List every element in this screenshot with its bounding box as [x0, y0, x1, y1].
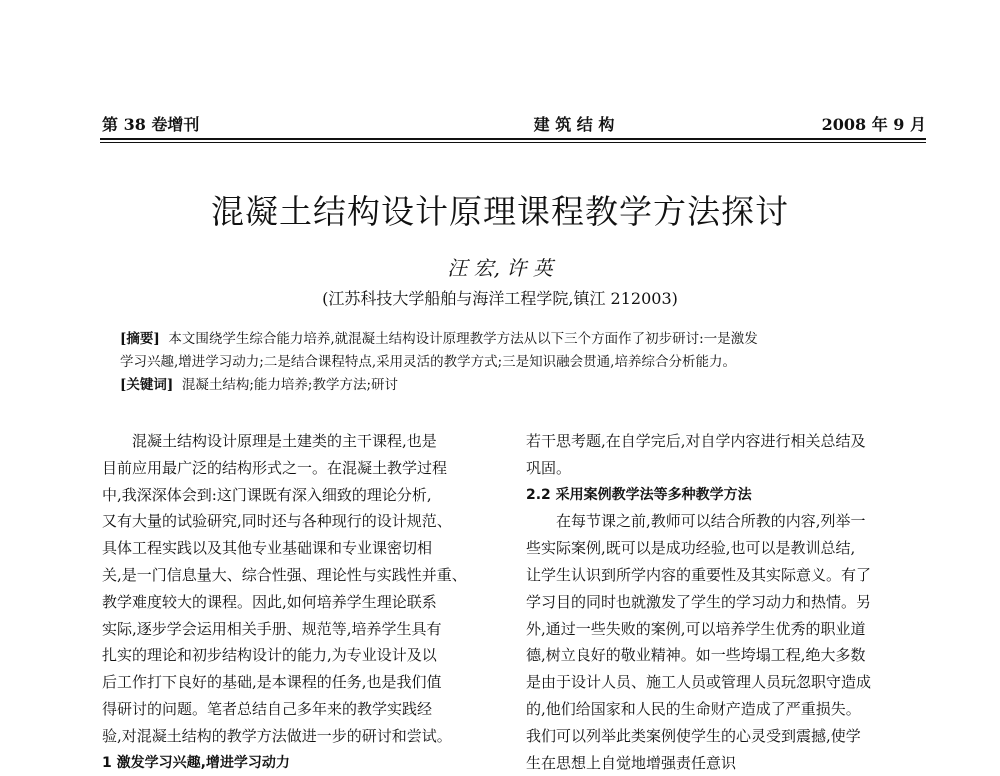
body-line: 学习目的同时也就激发了学生的学习动力和热情。另: [526, 592, 872, 611]
body-line: 在每节课之前,教师可以结合所教的内容,列举一: [556, 512, 866, 531]
section-heading: 2.2 采用案例教学法等多种教学方法: [526, 486, 752, 503]
body-line: 后工作打下良好的基础,是本课程的任务,也是我们值: [102, 673, 442, 692]
section-heading: 1 激发学习兴趣,增进学习动力: [102, 754, 290, 771]
header-rule-thin: [100, 142, 926, 143]
authors: 汪 宏, 许 英: [447, 256, 553, 280]
abstract-line: [120, 328, 910, 351]
body-line: 验,对混凝土结构的教学方法做进一步的研讨和尝试。: [102, 726, 452, 745]
paper-title: 混凝土结构设计原理课程教学方法探讨: [211, 192, 789, 231]
body-line: 混凝土结构设计原理是土建类的主干课程,也是: [132, 432, 437, 450]
body-line: 扎实的理论和初步结构设计的能力,为专业设计及以: [102, 646, 437, 665]
body-line: 的,他们给国家和人民的生命财产造成了严重损失。: [526, 699, 861, 718]
body-line: 目前应用最广泛的结构形式之一。在混凝土教学过程: [102, 458, 448, 477]
abstract-line: 学习兴趣,增进学习动力;二是结合课程特点,采用灵活的教学方式;三是知识融会贯通,培养综合分析能力。: [120, 354, 736, 370]
body-line: 德,树立良好的敬业精神。如一些垮塌工程,绝大多数: [526, 646, 866, 665]
journal-name: 建 筑 结 构: [533, 115, 615, 134]
body-line: 让学生认识到所学内容的重要性及其实际意义。有了: [526, 565, 872, 584]
issue-date: 2008 年 9 月: [821, 115, 926, 134]
body-line: 关,是一门信息量大、综合性强、理论性与实践性并重、: [102, 565, 467, 584]
body-line: 生在思想上自觉地增强责任意识: [526, 753, 737, 772]
running-header: [102, 112, 926, 134]
abstract-label: [摘要]: [120, 331, 160, 347]
body-line: 教学难度较大的课程。因此,如何培养学生理论联系: [102, 592, 437, 611]
left-column: [102, 428, 502, 776]
body-line: 外,通过一些失败的案例,可以培养学生优秀的职业道: [526, 619, 866, 638]
right-column: [526, 428, 926, 776]
body-line: 是由于设计人员、施工人员或管理人员玩忽职守造成: [526, 673, 872, 692]
keywords-line: [120, 374, 910, 397]
body-line: 得研讨的问题。笔者总结自己多年来的教学实践经: [102, 699, 433, 718]
abstract-text: 本文围绕学生综合能力培养,就混凝土结构设计原理教学方法从以下三个方面作了初步研讨:一是激发: [168, 331, 758, 347]
body-line: 若干思考题,在自学完后,对自学内容进行相关总结及: [526, 432, 866, 450]
affiliation: (江苏科技大学船舶与海洋工程学院,镇江 212003): [322, 289, 678, 308]
volume-label: 第 38 卷增刊: [102, 115, 200, 134]
header-rule-thick: [100, 138, 926, 140]
abstract-block: [120, 328, 910, 397]
body-line: 具体工程实践以及其他专业基础课和专业课密切相: [102, 539, 433, 558]
body-line: 些实际案例,既可以是成功经验,也可以是教训总结,: [526, 539, 856, 558]
body-line: 又有大量的试验研究,同时还与各种现行的设计规范、: [102, 512, 452, 531]
keywords-label: [关键词]: [120, 377, 174, 393]
body-line: 中,我深深体会到:这门课既有深入细致的理论分析,: [102, 485, 432, 504]
body-line: 实际,逐步学会运用相关手册、规范等,培养学生具有: [102, 619, 442, 638]
body-line: 巩固。: [526, 458, 572, 477]
body-line: 我们可以列举此类案例使学生的心灵受到震撼,使学: [526, 726, 861, 745]
keywords-text: 混凝土结构;能力培养;教学方法;研讨: [181, 377, 399, 393]
